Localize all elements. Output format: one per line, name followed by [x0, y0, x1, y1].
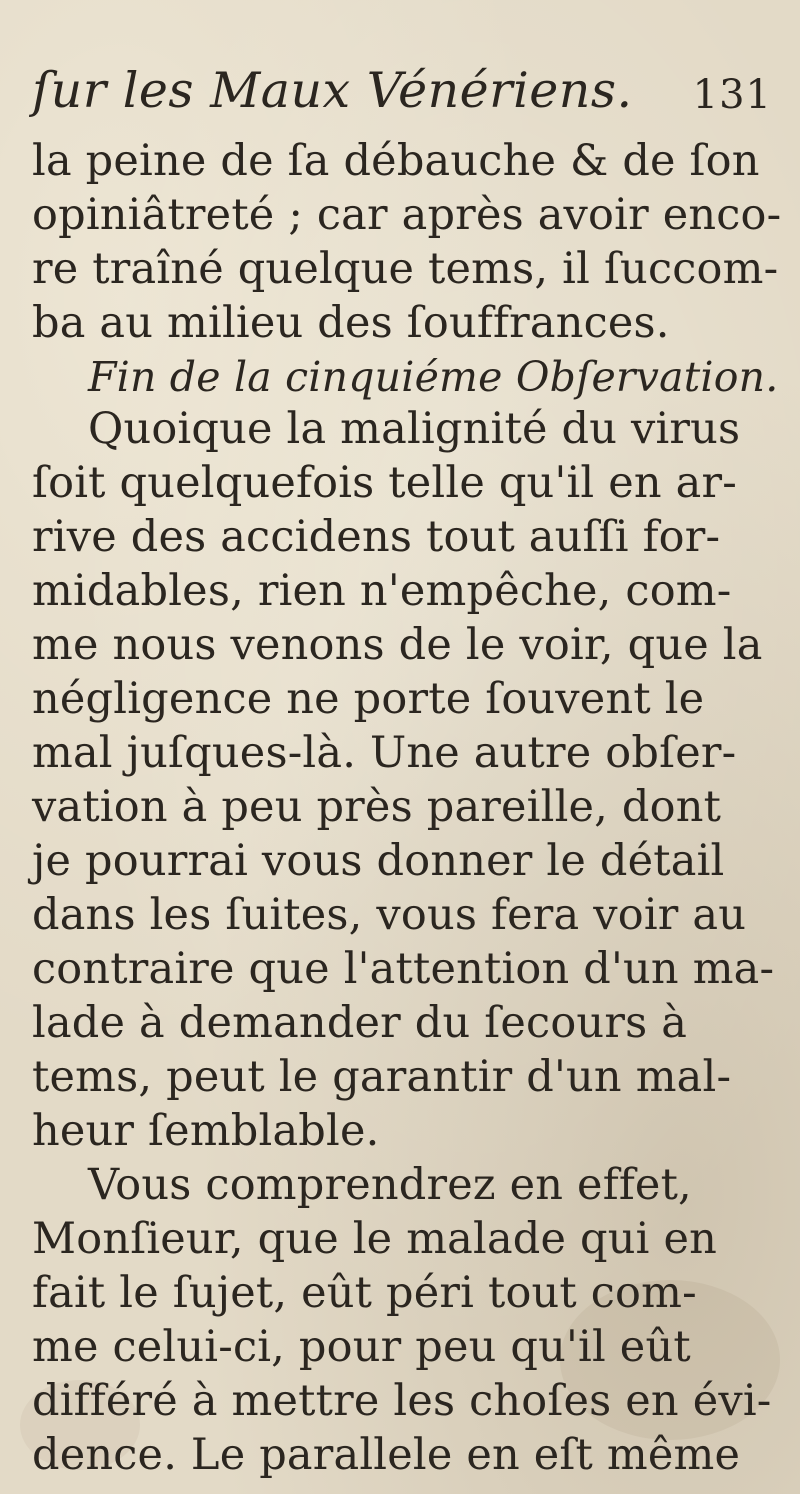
text-line: je pourrai vous donner le détail: [32, 836, 725, 886]
text-line: opiniâtreté ; car après avoir enco-: [32, 190, 782, 240]
text-line: rive des accidens tout auſſi for-: [32, 512, 721, 562]
text-line: fait le ſujet, eût péri tout com-: [32, 1268, 697, 1318]
text-line: dence. Le parallele en eſt même: [32, 1430, 741, 1480]
text-line: Quoique la malignité du virus: [88, 404, 741, 454]
text-line: ſoit quelquefois telle qu'il en ar-: [32, 458, 737, 508]
text-line: lade à demander du ſecours à: [32, 998, 688, 1048]
running-title: ſur les Maux Vénériens.: [32, 62, 633, 119]
text-line: Vous comprendrez en effet,: [88, 1160, 692, 1210]
text-line: re traîné quelque tems, il ſuccom-: [32, 244, 779, 294]
text-line: tems, peut le garantir d'un mal-: [32, 1052, 732, 1102]
text-line: heur ſemblable.: [32, 1106, 380, 1156]
text-line: dans les ſuites, vous fera voir au: [32, 890, 747, 940]
page-header: [32, 62, 772, 132]
text-line: différé à mettre les choſes en évi-: [32, 1376, 772, 1426]
page-number: 131: [692, 72, 772, 118]
text-line: négligence ne porte ſouvent le: [32, 674, 705, 724]
text-line: me celui-ci, pour peu qu'il eût: [32, 1322, 691, 1372]
section-end-heading: Fin de la cinquiéme Obſervation.: [88, 353, 779, 401]
text-line: contraire que l'attention d'un ma-: [32, 944, 775, 994]
text-line: me nous venons de le voir, que la: [32, 620, 763, 670]
text-line: mal juſques-là. Une autre obſer-: [32, 728, 737, 778]
text-line: vation à peu près pareille, dont: [32, 782, 722, 832]
text-line: la peine de ſa débauche & de ſon: [32, 136, 760, 186]
text-line: midables, rien n'empêche, com-: [32, 566, 732, 616]
text-line: ba au milieu des ſouffrances.: [32, 298, 670, 348]
text-line: Monſieur, que le malade qui en: [32, 1214, 718, 1264]
